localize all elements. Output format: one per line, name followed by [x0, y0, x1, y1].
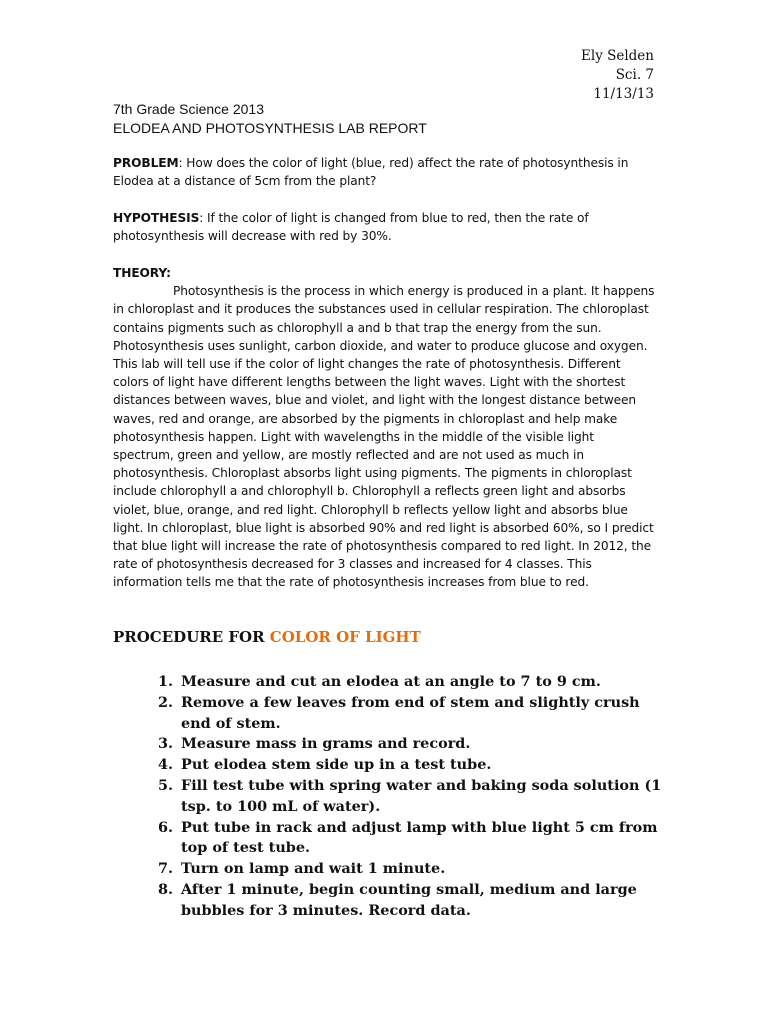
problem-label: PROBLEM [113, 156, 179, 170]
step-number: 7. [158, 860, 174, 878]
student-name: Ely Selden [581, 48, 654, 64]
step-number: 4. [158, 756, 174, 774]
step-text: Measure mass in grams and record. [181, 735, 471, 753]
step-number: 2. [158, 693, 174, 711]
procedure-step [146, 755, 666, 776]
step-number: 8. [158, 880, 174, 898]
procedure-step [146, 776, 666, 818]
class-name: Sci. 7 [615, 67, 654, 83]
report-title [113, 100, 427, 138]
theory-section [113, 264, 658, 592]
theory-paragraph [113, 282, 658, 591]
report-date: 11/13/13 [593, 86, 654, 102]
procedure-step [146, 734, 666, 755]
procedure-steps [146, 672, 666, 922]
theory-text: Photosynthesis is the process in which energy is produced in a plant. It happens in chloroplast and it produces the substances used in cellular respiration. The chloroplast contains pigments such as chlorophyll a and b that trap the energy from the sun. Photosynthesis uses sunlight, carbon dioxide, and water to produce glucose and oxygen. This lab will tell use if the color of light changes the rate of photosynthesis. Different colors of light have different lengths between the light waves. Light with the shortest distances between waves, blue and violet, and light with the longest distance between waves, red and orange, are absorbed by the pigments in chloroplast and help make photosynthesis happen. Light with wavelengths in the middle of the visible light spectrum, green and yellow, are mostly reflected and are not used as much in photosynthesis. Chloroplast absorbs light using pigments. The pigments in chloroplast include chlorophyll a and chlorophyll b. Chlorophyll a reflects green light and absorbs violet, blue, orange, and red light. Chlorophyll b reflects yellow light and absorbs blue light. In chloroplast, blue light is absorbed 90% and red light is absorbed 60%, so I predict that blue light will increase the rate of photosynthesis compared to red light. In 2012, the rate of photosynthesis decreased for 3 classes and increased for 4 classes. This information tells me that the rate of photosynthesis increases from blue to red. [113, 284, 655, 590]
problem-section [113, 154, 658, 190]
theory-label: THEORY: [113, 266, 171, 280]
hypothesis-label: HYPOTHESIS [113, 211, 200, 225]
step-text: Fill test tube with spring water and baking soda solution (1 tsp. to 100 mL of water). [181, 776, 662, 815]
step-text: After 1 minute, begin counting small, medium and large bubbles for 3 minutes. Record data. [181, 880, 637, 919]
step-number: 6. [158, 818, 174, 836]
step-text: Remove a few leaves from end of stem and slightly crush end of stem. [181, 693, 640, 732]
step-text: Measure and cut an elodea at an angle to 7 to 9 cm. [181, 673, 601, 690]
step-number: 1. [158, 673, 174, 690]
step-number: 5. [158, 776, 174, 794]
step-text: Put elodea stem side up in a test tube. [181, 756, 492, 774]
procedure-step [146, 693, 666, 735]
procedure-step [146, 818, 666, 860]
hypothesis-section [113, 209, 658, 245]
course-title: 7th Grade Science 2013 [113, 101, 264, 117]
step-number: 3. [158, 735, 174, 753]
procedure-heading [113, 628, 421, 646]
procedure-step [146, 880, 666, 922]
hypothesis-text: : If the color of light is changed from blue to red, then the rate of photosynthesis will decrease with red by 30%. [113, 211, 589, 244]
lab-title: ELODEA AND PHOTOSYNTHESIS LAB REPORT [113, 120, 427, 136]
problem-text: : How does the color of light (blue, red) affect the rate of photosynthesis in Elodea at a distance of 5cm from the plant? [113, 156, 629, 189]
student-header [581, 47, 654, 104]
step-text: Turn on lamp and wait 1 minute. [181, 860, 446, 878]
procedure-heading-prefix: PROCEDURE FOR [113, 628, 270, 646]
step-text: Put tube in rack and adjust lamp with blue light 5 cm from top of test tube. [181, 818, 658, 857]
procedure-heading-accent: COLOR OF LIGHT [269, 628, 421, 646]
procedure-step [146, 859, 666, 880]
procedure-step [146, 672, 666, 693]
